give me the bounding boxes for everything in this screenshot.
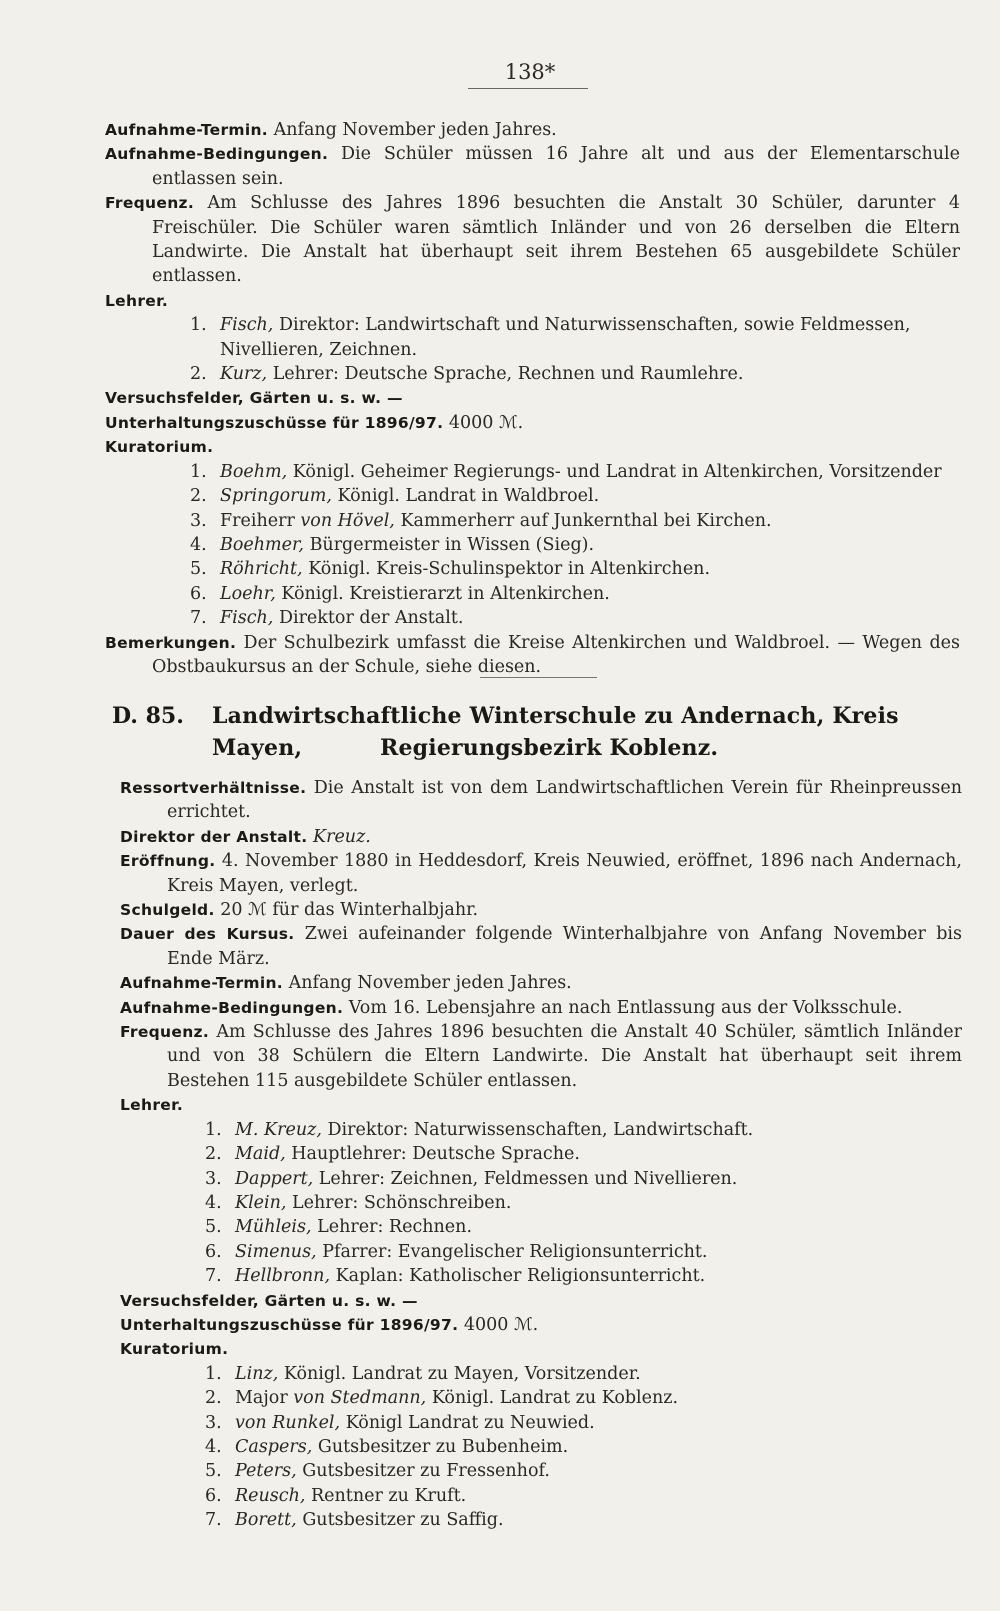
list-item: 7. Fisch, Direktor der Anstalt. [190, 608, 464, 629]
lehrer-heading: Lehrer. [105, 291, 169, 310]
section-title-line-1: Landwirtschaftliche Winterschule zu Andernach, Kreis Mayen, [212, 703, 899, 761]
kuratorium-heading: Kuratorium. [120, 1340, 229, 1359]
section-divider [480, 677, 597, 678]
entry-versuchsfelder: Versuchsfelder, Gärten u. s. w. — [120, 1291, 418, 1310]
list-item: 3. Dappert, Lehrer: Zeichnen, Feldmessen und Nivellieren. [205, 1168, 738, 1189]
list-item: 6. Reusch, Rentner zu Kruft. [205, 1485, 467, 1506]
page-number: 138* [504, 60, 556, 84]
lehrer-heading: Lehrer. [120, 1096, 184, 1115]
lehrer-list [120, 1118, 962, 1289]
entry-aufnahme-termin: Aufnahme-Termin. Anfang November jeden Jahres. [105, 120, 557, 140]
list-item: 7. Borett, Gutsbesitzer zu Saffig. [205, 1510, 504, 1531]
section-1 [105, 118, 960, 679]
lehrer-list [105, 313, 960, 386]
entry-dauer: Dauer des Kursus. Zwei aufeinander folgende Winterhalbjahre von Anfang November bis Ende März. [120, 924, 962, 969]
section-2 [120, 776, 962, 1533]
list-item: 2. Major von Stedmann, Königl. Landrat zu Koblenz. [205, 1388, 679, 1409]
list-item: 2. Kurz, Lehrer: Deutsche Sprache, Rechnen und Raumlehre. [190, 364, 744, 385]
list-item: 2. Springorum, Königl. Landrat in Waldbroel. [190, 486, 600, 507]
list-item: 7. Hellbronn, Kaplan: Katholischer Religionsunterricht. [205, 1266, 706, 1287]
entry-bemerkungen: Bemerkungen. Der Schulbezirk umfasst die Kreise Altenkirchen und Waldbroel. — Wegen des Obstbaukursus an der Schule, siehe diesen. [105, 632, 960, 677]
entry-aufnahme-bedingungen: Aufnahme-Bedingungen. Vom 16. Lebensjahre an nach Entlassung aus der Volksschule. [120, 997, 903, 1018]
entry-unterhaltung: Unterhaltungszuschüsse für 1896/97. 4000 ℳ. [105, 412, 524, 433]
list-item: 1. Fisch, Direktor: Landwirtschaft und Naturwissenschaften, sowie Feldmessen, Nivellieren, Zeichnen. [190, 315, 911, 360]
section-title-line-2: Regierungsbezirk Koblenz. [380, 735, 719, 761]
entry-aufnahme-bedingungen: Aufnahme-Bedingungen. Die Schüler müssen 16 Jahre alt und aus der Elementarschule entlassen sein. [105, 144, 960, 189]
list-item: 5. Röhricht, Königl. Kreis-Schulinspektor in Altenkirchen. [190, 559, 711, 580]
entry-ressort: Ressortverhältnisse. Die Anstalt ist von dem Landwirtschaftlichen Verein für Rheinpreussen errichtet. [120, 778, 962, 823]
list-item: 4. Caspers, Gutsbesitzer zu Bubenheim. [205, 1436, 569, 1457]
entry-frequenz: Frequenz. Am Schlusse des Jahres 1896 besuchten die Anstalt 40 Schüler, sämtlich Inländer und von 38 Schülern die Eltern Landwirte. Die Anstalt hat überhaupt seit ihrem Bestehen 115 ausgebildete Schüler entlassen. [120, 1022, 962, 1091]
entry-aufnahme-termin: Aufnahme-Termin. Anfang November jeden Jahres. [120, 973, 572, 994]
kuratorium-heading: Kuratorium. [105, 438, 214, 457]
list-item: 6. Loehr, Königl. Kreistierarzt in Altenkirchen. [190, 583, 610, 604]
list-item: 3. von Runkel, Königl Landrat zu Neuwied. [205, 1412, 595, 1433]
entry-direktor: Direktor der Anstalt. Kreuz. [120, 826, 371, 847]
section-code: D. 85. [112, 703, 184, 729]
list-item: 1. Linz, Königl. Landrat zu Mayen, Vorsitzender. [205, 1363, 641, 1384]
list-item: 1. M. Kreuz, Direktor: Naturwissenschaften, Landwirtschaft. [205, 1119, 754, 1140]
entry-schulgeld: Schulgeld. 20 ℳ für das Winterhalbjahr. [120, 900, 479, 921]
list-item: 5. Peters, Gutsbesitzer zu Fressenhof. [205, 1461, 550, 1482]
entry-versuchsfelder: Versuchsfelder, Gärten u. s. w. — [105, 389, 403, 408]
list-item: 4. Klein, Lehrer: Schönschreiben. [205, 1192, 512, 1213]
list-item: 3. Freiherr von Hövel, Kammerherr auf Junkernthal bei Kirchen. [190, 510, 772, 531]
kuratorium-list [105, 460, 960, 631]
list-item: 6. Simenus, Pfarrer: Evangelischer Religionsunterricht. [205, 1241, 708, 1262]
list-item: 5. Mühleis, Lehrer: Rechnen. [205, 1217, 473, 1238]
kuratorium-list [120, 1362, 962, 1533]
page-number-rule [468, 88, 588, 89]
list-item: 2. Maid, Hauptlehrer: Deutsche Sprache. [205, 1144, 580, 1165]
list-item: 4. Boehmer, Bürgermeister in Wissen (Sieg). [190, 534, 595, 555]
entry-frequenz: Frequenz. Am Schlusse des Jahres 1896 besuchten die Anstalt 30 Schüler, darunter 4 Freischüler. Die Schüler waren sämtlich Inländer und von 26 derselben die Eltern Landwirte. Die Anstalt hat überhaupt seit ihrem Bestehen 65 ausgebildete Schüler entlassen. [105, 193, 960, 287]
entry-eroeffnung: Eröffnung. 4. November 1880 in Heddesdorf, Kreis Neuwied, eröffnet, 1896 nach Andernach, Kreis Mayen, verlegt. [120, 851, 962, 896]
list-item: 1. Boehm, Königl. Geheimer Regierungs- und Landrat in Altenkirchen, Vorsitzender [190, 461, 942, 482]
entry-unterhaltung: Unterhaltungszuschüsse für 1896/97. 4000 ℳ. [120, 1314, 539, 1335]
